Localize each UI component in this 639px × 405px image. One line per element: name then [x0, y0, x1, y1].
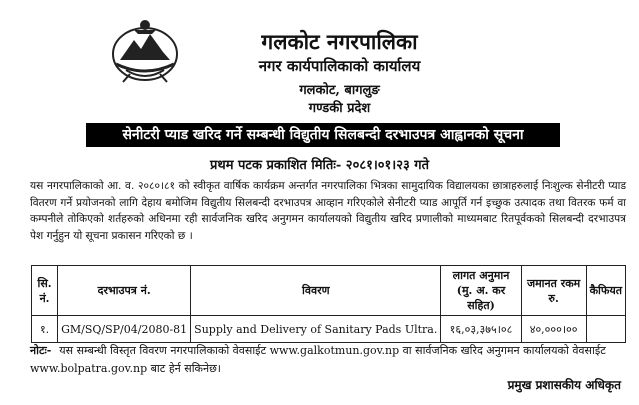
- office-name: नगर कार्यपालिकाको कार्यालय: [258, 57, 421, 75]
- signatory-title: प्रमुख प्रशासकीय अधिकृत: [507, 378, 621, 392]
- province-name: गण्डकी प्रदेश: [308, 101, 371, 116]
- notice-title-banner: सेनीटरी प्याड खरिद गर्ने सम्बन्धी विद्युतीय सिलबन्दी दरभाउपत्र आह्वानको सूचना: [86, 123, 560, 147]
- publication-date: प्रथम पटक प्रकाशित मितिः- २०८१।०१।२३ गते: [210, 158, 429, 173]
- tender-table: [31, 265, 626, 343]
- notice-body-text: यस नगरपालिकाको आ. व. २०८०।८१ को स्वीकृत वार्षिक कार्यक्रम अन्तर्गत नगरपालिका भित्रका सामुदायिक विद्यालयका छात्राहरुलाई निःशुल्क सेनीटरी प्याड वितरण गर्ने प्रयोजनको लागि देहाय बमोजिम विद्युतीय सिलबन्दी दरभाउपत्र आव्हान गरिएकोले सेनीटरी प्याड आपूर्ति गर्न इच्छुक उत्पादक तथा वितरक फर्म वा कम्पनीले तोकिएको शर्तहरुको अधिनमा रही सार्वजनिक खरिद अनुगमन कार्यालयको विद्युतीय खरिद प्रणालीको माध्यमबाट रितपूर्वकको सिलबन्दी दरभाउपत्र पेश गर्नुहुन यो सूचना प्रकासन गरिएको छ ।: [30, 180, 626, 242]
- col-bid-number-header: दरभाउपत्र नं.: [58, 266, 191, 316]
- table-row: [32, 316, 626, 343]
- col-serial-header: सि. नं.: [32, 266, 58, 316]
- note-label: नोटः-: [30, 344, 52, 357]
- cell-cost-estimate: १६,०३,३७५।०८: [441, 316, 521, 343]
- col-cost-estimate-header: लागत अनुमान (मु. अ. कर सहित): [441, 266, 521, 316]
- cell-bid-security: ४०,०००।००: [521, 316, 586, 343]
- cell-bid-number: GM/SQ/SP/04/2080-81: [58, 316, 191, 343]
- municipality-title: गलकोट नगरपालिका: [261, 29, 418, 54]
- col-remarks-header: कैफियत: [586, 266, 625, 316]
- col-bid-security-header: जमानत रकम रु.: [521, 266, 586, 316]
- table-header-row: [32, 266, 626, 316]
- col-description-header: विवरण: [191, 266, 441, 316]
- cell-serial: १.: [32, 316, 58, 343]
- note-section: [30, 342, 626, 378]
- cell-description: Supply and Delivery of Sanitary Pads Ultra.: [191, 316, 441, 343]
- cell-remarks: [586, 316, 625, 343]
- note-text: यस सम्बन्धी विस्तृत विवरण नगरपालिकाको वेवसाईट www.galkotmun.gov.np वा सार्वजनिक खरिद अनुगमन कार्यालयको वेवसाईट www.bolpatra.gov.np बाट हेर्न सकिनेछ।: [30, 344, 606, 375]
- office-location: गलकोट, बागलुङ: [299, 83, 380, 98]
